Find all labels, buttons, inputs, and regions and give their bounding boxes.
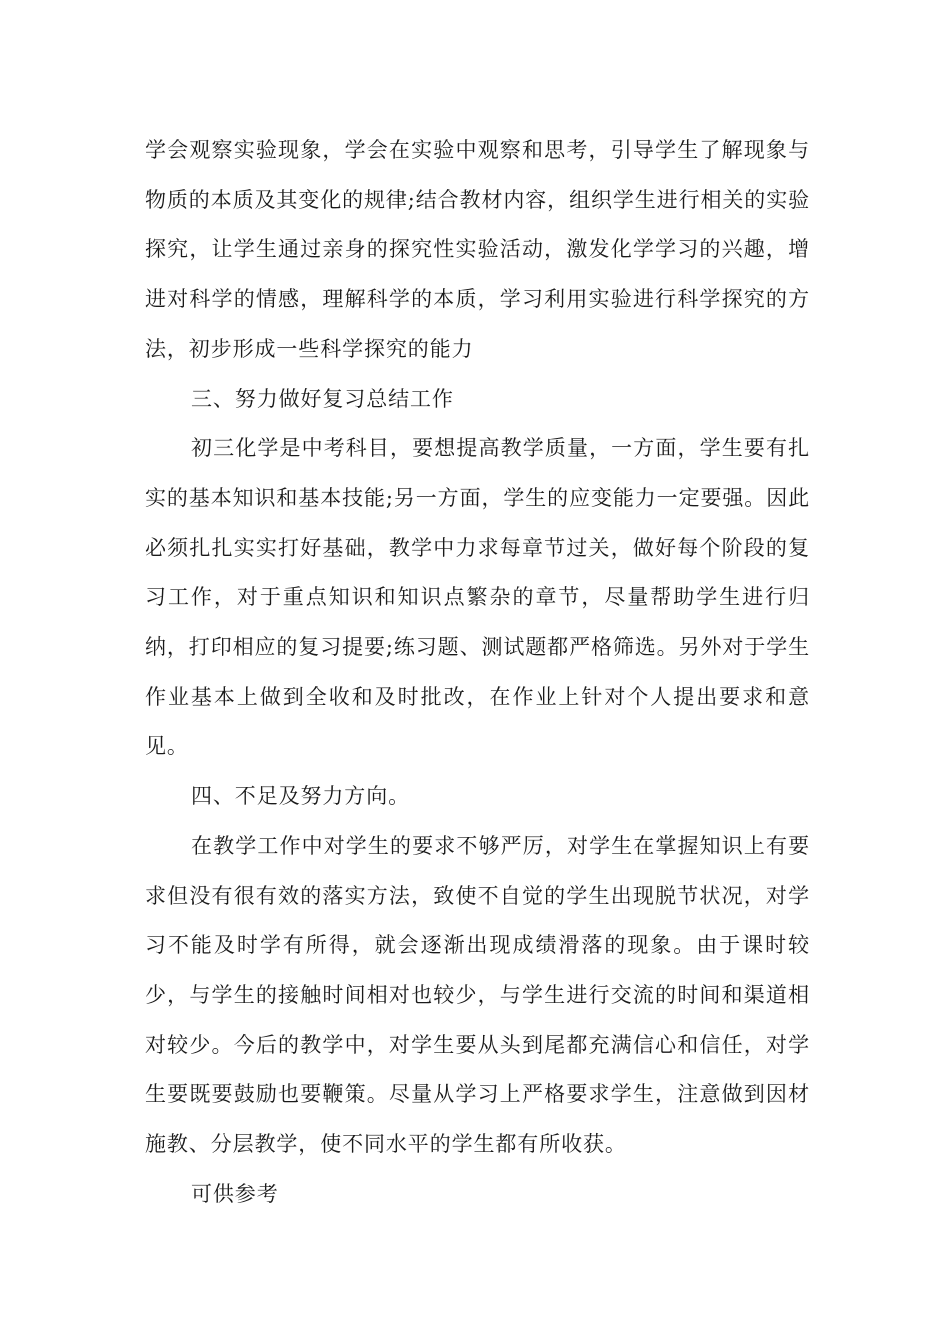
paragraph-experiment-observation: 学会观察实验现象，学会在实验中观察和思考，引导学生了解现象与物质的本质及其变化的规律;结合教材内容，组织学生进行相关的实验探究，让学生通过亲身的探究性实验活动，激发化学学习的兴趣，增进对科学的情感，理解科学的本质，学习利用实验进行科学探究的方法，初步形成一些科学探究的能力 (145, 138, 810, 361)
document-body (145, 126, 810, 1219)
section-heading-review-summary: 三、努力做好复习总结工作 (191, 386, 454, 411)
closing-note: 可供参考 (191, 1181, 279, 1206)
section-heading-shortcomings: 四、不足及努力方向。 (191, 784, 410, 809)
paragraph-review-work: 初三化学是中考科目，要想提高教学质量，一方面，学生要有扎实的基本知识和基本技能;另一方面，学生的应变能力一定要强。因此必须扎扎实实打好基础，教学中力求每章节过关，做好每个阶段的复习工作，对于重点知识和知识点繁杂的章节，尽量帮助学生进行归纳，打印相应的复习提要;练习题、测试题都严格筛选。另外对于学生作业基本上做到全收和及时批改，在作业上针对个人提出要求和意见。 (145, 436, 810, 759)
paragraph-shortcomings: 在教学工作中对学生的要求不够严厉，对学生在掌握知识上有要求但没有很有效的落实方法，致使不自觉的学生出现脱节状况，对学习不能及时学有所得，就会逐渐出现成绩滑落的现象。由于课时较少，与学生的接触时间相对也较少，与学生进行交流的时间和渠道相对较少。今后的教学中，对学生要从头到尾都充满信心和信任，对学生要既要鼓励也要鞭策。尽量从学习上严格要求学生，注意做到因材施教、分层教学，使不同水平的学生都有所收获。 (145, 833, 810, 1157)
